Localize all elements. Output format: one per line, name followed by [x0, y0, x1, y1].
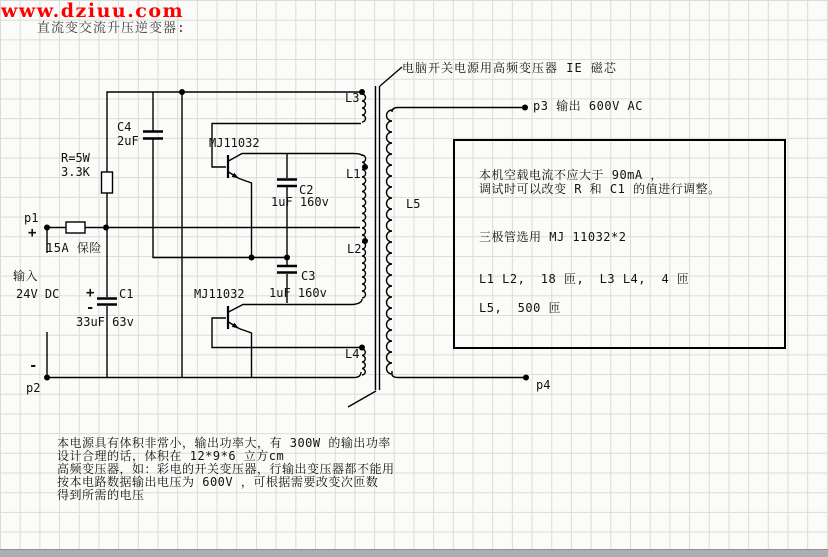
winding-l4-label: L4: [345, 347, 360, 361]
l2-polarity-dot: [362, 238, 368, 244]
p3-terminal-dot: [522, 105, 528, 111]
watermark: www.dziuu.com: [1, 0, 185, 22]
transistor-q2-symbol: [228, 299, 362, 378]
wire-ground-rail: [47, 372, 361, 378]
capacitor-c2-label: C2: [299, 183, 314, 197]
capacitor-c1-value: 33uF 63v: [76, 315, 134, 329]
page-title: 直流变交流升压逆变器:: [37, 21, 186, 36]
capacitor-c2-symbol: [277, 180, 297, 187]
note-box-line3: 三极管选用 MJ 11032*2: [479, 230, 627, 244]
winding-l4-coil: [362, 349, 365, 375]
note-box-line4: L1 L2, 18 匝, L3 L4, 4 匝: [479, 272, 690, 286]
footer-note-line5: 得到所需的电压: [57, 488, 145, 502]
input-label-line2: 24V DC: [16, 287, 60, 301]
callout-line: [380, 67, 402, 86]
capacitor-c2-value: 1uF 160v: [271, 195, 329, 209]
p1-plus-sign: +: [28, 225, 37, 241]
winding-l5-coil: [387, 110, 393, 374]
note-box-line2: 调试时可以改变 R 和 C1 的值进行调整。: [479, 182, 721, 196]
winding-l3-label: L3: [345, 91, 360, 105]
footer-note-line3: 高频变压器，如：彩电的开关变压器，行输出变压器都不能用: [57, 462, 395, 476]
note-box: [453, 139, 786, 349]
capacitor-c4-symbol: [143, 132, 163, 139]
l4-top-dot: [359, 345, 365, 351]
c1-plus-sign: +: [86, 285, 95, 301]
p2-terminal-dot: [44, 375, 50, 381]
footer-note-line2: 设计合理的话，体积在 12*9*6 立方cm: [57, 449, 285, 463]
p4-terminal-dot: [523, 375, 529, 381]
snubber-rail-dot: [284, 255, 290, 261]
terminal-p2-label: p2: [26, 381, 41, 395]
winding-l2-label: L2: [347, 242, 362, 256]
wire-snubber-rail: [153, 140, 287, 258]
wire-l4-to-q2-base: [212, 318, 361, 348]
winding-l1-l2-coil: [362, 155, 366, 298]
capacitor-symbols: [97, 132, 297, 305]
input-label-line1: 输入: [13, 269, 39, 283]
note-box-line5: L5, 500 匝: [479, 301, 562, 315]
capacitor-c1-symbol: [97, 299, 117, 305]
footer-note-line4: 按本电路数据输出电压为 600V ，可根据需要改变次匝数: [57, 475, 379, 489]
fuse-symbol: [66, 222, 85, 233]
l3-top-dot: [359, 89, 365, 95]
p1-terminal-dot: [44, 225, 50, 231]
l1-polarity-dot: [362, 164, 368, 170]
capacitor-c1-label: C1: [119, 287, 134, 301]
q2-emitter-arrow: [232, 323, 239, 329]
capacitor-c4-value: 2uF: [117, 134, 139, 148]
wire-p4: [392, 371, 526, 378]
p2-minus-sign: -: [29, 358, 38, 374]
transistor-q1-label: MJ11032: [209, 136, 260, 150]
wire-p3: [392, 108, 525, 113]
capacitor-c3-label: C3: [301, 269, 316, 283]
fuse-junction-dot: [103, 225, 109, 231]
fuse-label: 15A 保险: [46, 241, 102, 255]
footer-note-line1: 本电源具有体积非常小，输出功率大，有 300W 的输出功率: [57, 436, 391, 450]
transformer-windings: [362, 94, 392, 375]
resistor-r-value: 3.3K: [61, 165, 90, 179]
top-rail-junction-dot: [179, 89, 185, 95]
winding-l3-coil: [362, 94, 366, 122]
terminal-p1-label: p1: [24, 211, 39, 225]
terminal-p4-label: p4: [536, 378, 551, 392]
resistor-r-symbol: [102, 172, 113, 193]
transformer-note: 电脑开关电源用高频变压器 IE 磁芯: [402, 61, 617, 75]
winding-l5-label: L5: [406, 197, 421, 211]
q1-emitter-arrow: [232, 173, 239, 179]
emitter-rail-dot: [249, 255, 255, 261]
c1-minus-sign: -: [86, 300, 95, 316]
capacitor-c3-value: 1uF 160v: [269, 286, 327, 300]
terminal-p3-label: p3 输出 600V AC: [533, 99, 643, 113]
winding-l1-label: L1: [346, 167, 361, 181]
transistor-q2-label: MJ11032: [194, 287, 245, 301]
capacitor-c3-symbol: [277, 266, 297, 273]
bottom-window-edge: [0, 549, 828, 557]
capacitor-c4-label: C4: [117, 120, 132, 134]
note-box-line1: 本机空载电流不应大于 90mA ，: [479, 168, 663, 182]
resistor-r-label: R=5W: [61, 151, 90, 165]
